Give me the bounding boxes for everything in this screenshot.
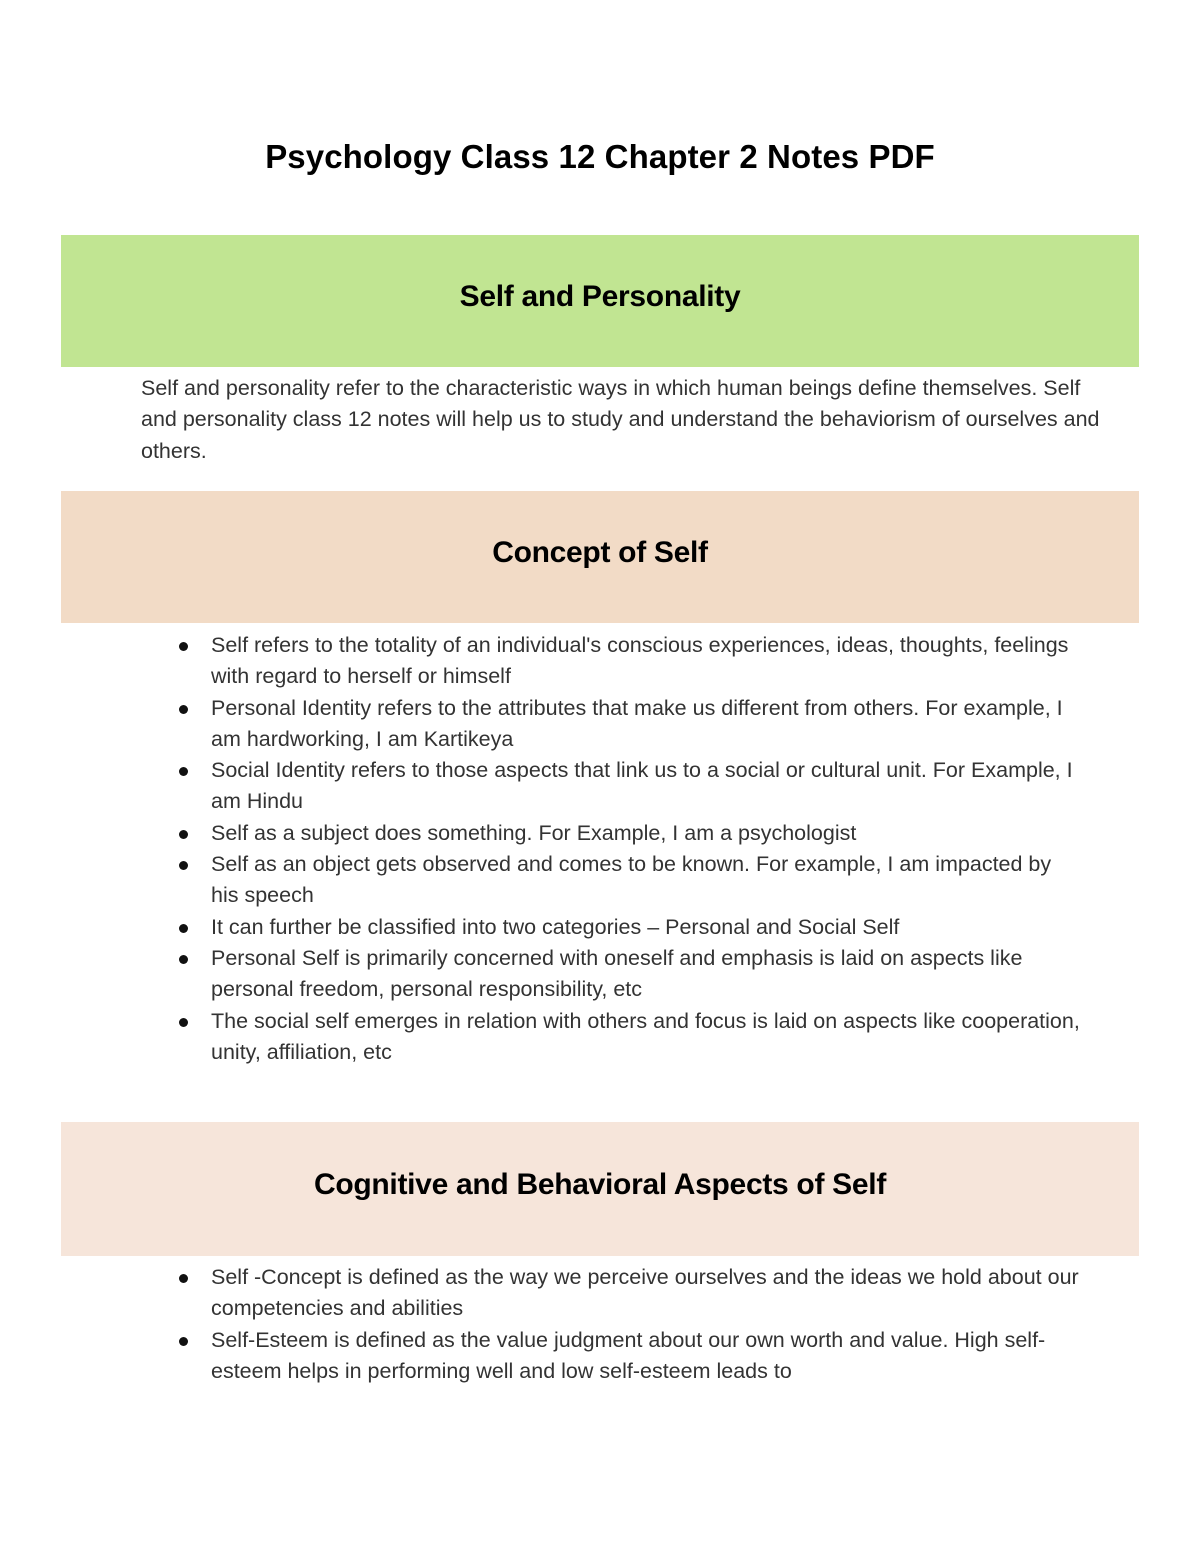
section-paragraph: Self and personality refer to the characteristic ways in which human beings define themselves. Self and personality class 12 notes will help us to study and understand the behaviorism of ourselves and others.	[141, 376, 1100, 463]
list-item-text: The social self emerges in relation with others and focus is laid on aspects like cooperation, unity, affiliation, etc	[211, 1008, 1080, 1064]
list-item-text: Self refers to the totality of an individual's conscious experiences, ideas, thoughts, feelings with regard to herself or himself	[211, 633, 1069, 689]
list-item	[141, 693, 1081, 756]
section-header-concept-of-self	[61, 491, 1139, 623]
bullet-list-cognitive-behavioral	[141, 1262, 1081, 1387]
bullet-icon	[179, 955, 188, 964]
bullet-list-concept-of-self	[141, 630, 1081, 1068]
list-item	[141, 818, 1081, 849]
section-heading: Cognitive and Behavioral Aspects of Self	[313, 1168, 887, 1201]
list-item-text: Personal Identity refers to the attributes that make us different from others. For example, I am hardworking, I am Kartikeya	[211, 695, 1063, 751]
list-item-text: Personal Self is primarily concerned with oneself and emphasis is laid on aspects like personal freedom, personal responsibility, etc	[211, 945, 1023, 1002]
list-item	[141, 943, 1081, 1006]
list-item-text: Self -Concept is defined as the way we perceive ourselves and the ideas we hold about our competencies and abilities	[211, 1265, 1079, 1321]
bullet-icon	[179, 830, 188, 839]
bullet-icon	[179, 705, 188, 714]
list-item	[141, 849, 1081, 912]
list-item-text: Social Identity refers to those aspects that link us to a social or cultural unit. For Example, I am Hindu	[211, 758, 1073, 814]
bullet-icon	[179, 1018, 188, 1027]
section-header-cognitive-behavioral-aspects	[61, 1122, 1139, 1256]
list-item	[141, 1325, 1081, 1388]
section-heading: Concept of Self	[492, 536, 708, 569]
section-header-self-and-personality	[61, 235, 1139, 367]
document-title: Psychology Class 12 Chapter 2 Notes PDF	[265, 138, 935, 175]
list-item-text: Self as a subject does something. For Example, I am a psychologist	[211, 820, 857, 845]
bullet-icon	[179, 924, 188, 933]
list-item-text: Self-Esteem is defined as the value judgment about our own worth and value. High self-esteem helps in performing well and low self-esteem leads to	[211, 1327, 1046, 1383]
bullet-icon	[179, 1337, 188, 1346]
section-heading: Self and Personality	[459, 280, 741, 313]
bullet-icon	[179, 861, 188, 870]
list-item	[141, 630, 1081, 693]
list-item-text: Self as an object gets observed and comes to be known. For example, I am impacted by his speech	[211, 852, 1052, 908]
list-item	[141, 755, 1081, 818]
bullet-icon	[179, 767, 188, 776]
list-item-text: It can further be classified into two categories – Personal and Social Self	[211, 914, 900, 939]
list-item	[141, 1006, 1081, 1069]
bullet-icon	[179, 642, 188, 651]
list-item	[141, 912, 1081, 943]
bullet-icon	[179, 1274, 188, 1283]
list-item	[141, 1262, 1081, 1325]
